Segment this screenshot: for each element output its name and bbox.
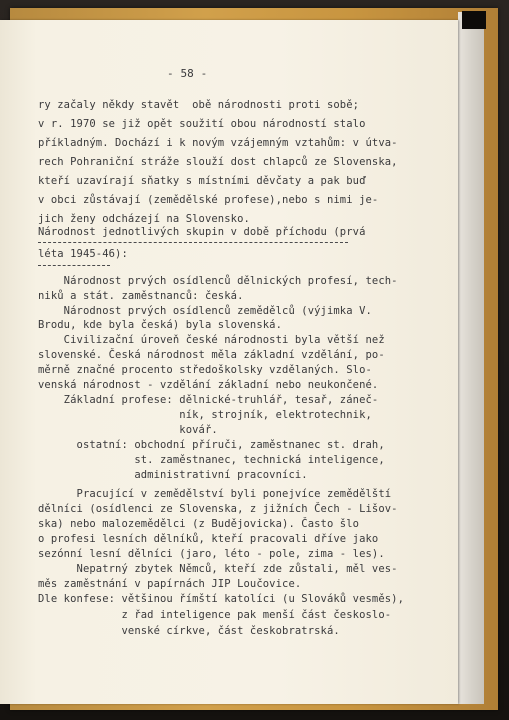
intro-line: kteří uzavírají sňatky s místními děvčaty a pak buď xyxy=(38,175,366,187)
intro-line: jich ženy odcházejí na Slovensko. xyxy=(38,213,250,225)
intro-line: ry začaly někdy stavět obě národnosti proti sobě; xyxy=(38,99,360,111)
body-line: administrativní pracovníci. xyxy=(38,469,308,481)
body-line: ostatní: obchodní příruči, zaměstnanec st. drah, xyxy=(38,439,385,451)
body-line: venská národnost - vzdělání základní nebo neukončené. xyxy=(38,379,379,391)
body-line: ska) nebo malozemědělci (z Budějovicka). Často šlo xyxy=(38,518,360,530)
heading-underline xyxy=(38,242,348,243)
intro-line: rech Pohraniční stráže slouží dost chlapců ze Slovenska, xyxy=(38,156,398,168)
body-line: o profesi lesních dělníků, kteří pracovali dříve jako xyxy=(38,533,379,545)
body-line: Základní profese: dělnické-truhlář, tesař, záneč- xyxy=(38,394,379,406)
intro-line: v r. 1970 se již opět soužití obou národností stalo xyxy=(38,118,366,130)
body-line: slovenské. Česká národnost měla základní vzdělání, po- xyxy=(38,349,385,361)
section-heading-line: Národnost jednotlivých skupin v době příchodu (prvá xyxy=(38,226,366,238)
body-line: ník, strojník, elektrotechnik, xyxy=(38,409,372,421)
section-heading-line: léta 1945-46): xyxy=(38,248,128,260)
body-line: Nepatrný zbytek Němců, kteří zde zůstali, měl ves- xyxy=(38,563,398,575)
body-line: z řad inteligence pak menší část českoslo- xyxy=(38,609,392,621)
page-stack-edge xyxy=(458,12,484,704)
intro-line: v obci zůstávají (zemědělské profese),nebo s nimi je- xyxy=(38,194,379,206)
body-line: Dle konfese: většinou římští katolíci (u Slováků vesměs), xyxy=(38,593,405,605)
body-line: sezónní lesní dělníci (jaro, léto - pole, zima - les). xyxy=(38,548,385,560)
body-line: kovář. xyxy=(38,424,218,436)
intro-line: příkladným. Dochází i k novým vzájemným vztahům: v útva- xyxy=(38,137,398,149)
binder-corner xyxy=(462,11,486,29)
body-line: Civilizační úroveň české národnosti byla větší než xyxy=(38,334,385,346)
body-line: venské církve, část českobratrská. xyxy=(38,625,340,637)
body-line: měrně značné procento středoškolsky vzdělaných. Slo- xyxy=(38,364,372,376)
body-line: Brodu, kde byla česká) byla slovenská. xyxy=(38,319,283,331)
page-number: - 58 - xyxy=(167,67,208,80)
body-line: Národnost prvých osídlenců zemědělců (výjimka V. xyxy=(38,305,372,317)
body-line: st. zaměstnanec, technická inteligence, xyxy=(38,454,385,466)
body-line: dělníci (osídlenci ze Slovenska, z jižních Čech - Lišov- xyxy=(38,503,398,515)
body-line: niků a stát. zaměstnanců: česká. xyxy=(38,290,244,302)
body-line: měs zaměstnání v papírnách JIP Loučovice. xyxy=(38,578,302,590)
body-line: Národnost prvých osídlenců dělnických profesí, tech- xyxy=(38,275,398,287)
heading-underline xyxy=(38,265,110,266)
body-line: Pracující v zemědělství byli ponejvíce zemědělští xyxy=(38,488,392,500)
